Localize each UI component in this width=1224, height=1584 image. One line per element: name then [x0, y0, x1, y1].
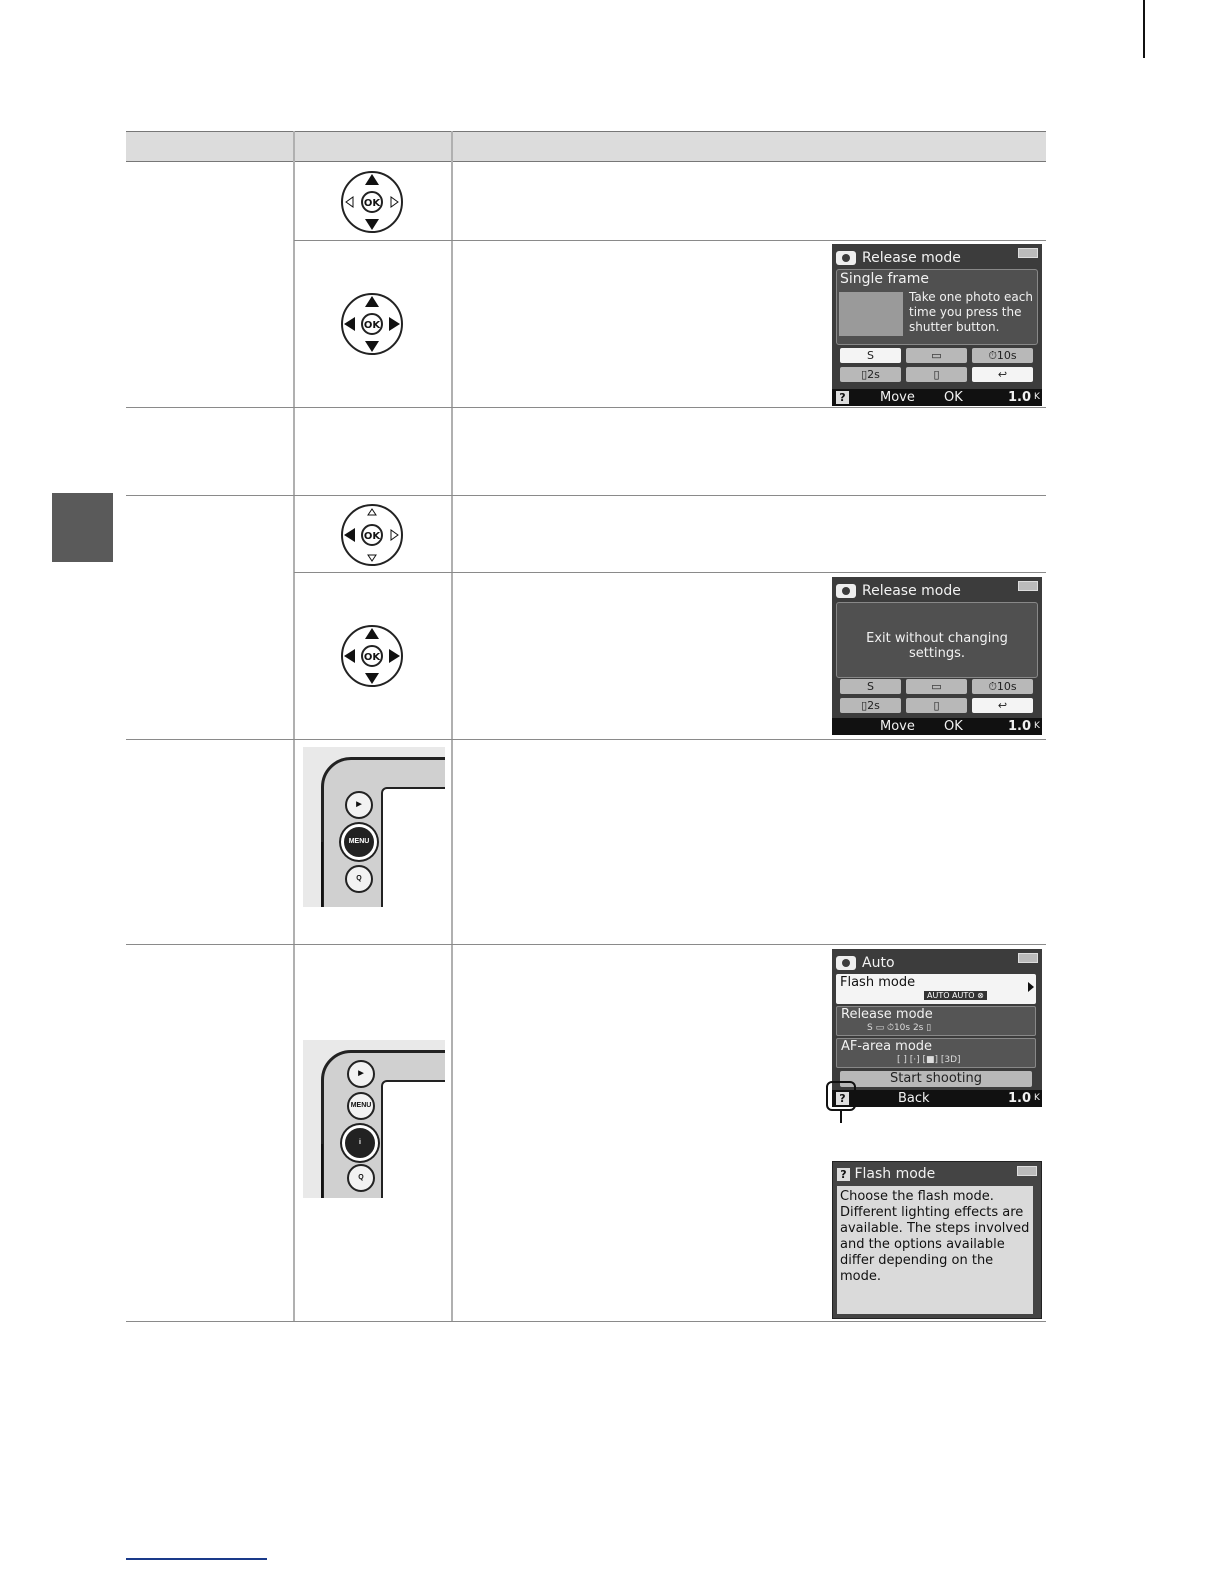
help-icon: ? — [837, 1168, 850, 1181]
screen-footer — [832, 389, 1042, 406]
menu-button-icon: MENU — [344, 827, 374, 857]
battery-icon — [1018, 953, 1038, 963]
camera-mode-icon — [836, 251, 856, 265]
release-remote-button[interactable]: ▯ — [906, 698, 967, 713]
flash-mode-options: AUTO AUTO ⊗ — [924, 991, 987, 1000]
chevron-right-icon — [1028, 982, 1034, 992]
svg-text:OK: OK — [363, 320, 381, 331]
menu-button-icon: MENU — [347, 1092, 375, 1120]
callout-line — [840, 1111, 842, 1123]
camera-back-help-photo — [303, 1040, 445, 1198]
auto-mode-screen — [832, 949, 1042, 1107]
release-continuous-button[interactable]: ▭ — [906, 679, 967, 694]
help-icon: ? — [836, 1092, 849, 1105]
row-line — [126, 944, 1046, 945]
row-line — [126, 495, 1046, 496]
footer-link-line — [126, 1558, 267, 1560]
info-panel — [836, 269, 1038, 345]
option-description: Take one photo each time you press the shutter button. — [909, 290, 1033, 334]
help-icon-callout-ring — [826, 1081, 856, 1111]
flash-mode-help-screen — [832, 1161, 1042, 1319]
exit-message: Exit without changing settings. — [866, 631, 1008, 661]
screen-title-text: Release mode — [862, 583, 961, 599]
release-remote-delay-button[interactable]: ▯2s — [840, 698, 901, 713]
zoom-button-icon: Q — [347, 1164, 375, 1192]
battery-icon — [1018, 581, 1038, 591]
menu-item-af-area-mode[interactable] — [836, 1038, 1036, 1068]
multi-selector-left-icon — [340, 503, 404, 567]
release-single-frame-button[interactable]: S — [840, 348, 901, 363]
help-title — [837, 1164, 935, 1184]
screen-title-text: Auto — [862, 955, 895, 971]
table-header — [126, 131, 1046, 162]
screen-footer — [832, 718, 1042, 735]
footer-count: 1.0 — [1008, 1091, 1032, 1106]
menu-item-label: Release mode — [841, 1007, 933, 1022]
exit-button[interactable]: ↩ — [972, 367, 1033, 382]
help-icon: ? — [836, 391, 849, 404]
row-subline — [294, 572, 1046, 573]
footer-ok: OK — [944, 719, 963, 734]
page-edge-rule — [1143, 0, 1145, 58]
zoom-out-button-icon: Q — [345, 865, 373, 893]
screen-footer — [832, 1090, 1042, 1107]
playback-button-icon: ▶ — [347, 1060, 375, 1088]
menu-item-release-mode[interactable] — [836, 1006, 1036, 1036]
svg-text:OK: OK — [363, 198, 381, 209]
svg-text:OK: OK — [363, 531, 381, 542]
menu-item-label: Flash mode — [840, 975, 916, 990]
menu-item-label: AF-area mode — [841, 1039, 933, 1054]
footer-k: K — [1034, 392, 1040, 402]
screen-title — [836, 247, 961, 269]
row-subline — [294, 240, 1046, 241]
footer-k: K — [1034, 1093, 1040, 1103]
camera-back-menu-photo — [303, 747, 445, 907]
release-mode-options: S ▭ ⏱10s 2s ▯ — [867, 1023, 932, 1033]
release-mode-screen — [832, 244, 1042, 406]
camera-monitor — [381, 1080, 445, 1198]
start-shooting-button[interactable]: Start shooting — [840, 1071, 1032, 1087]
row-line — [126, 407, 1046, 408]
screen-title — [836, 952, 895, 974]
option-title: Single frame — [840, 271, 930, 287]
row-line — [126, 739, 1046, 740]
multi-selector-all-icon — [340, 292, 404, 356]
chapter-tab — [52, 493, 113, 562]
footer-k: K — [1034, 721, 1040, 731]
release-timer-button[interactable]: ⏱10s — [972, 348, 1033, 363]
footer-count: 1.0 — [1008, 390, 1032, 405]
multi-selector-up-down-icon — [340, 170, 404, 234]
menu-item-flash-mode[interactable] — [836, 974, 1036, 1004]
footer-ok: OK — [944, 390, 963, 405]
footer-move: Move — [880, 390, 915, 405]
svg-text:OK: OK — [363, 652, 381, 663]
callout-line — [321, 842, 323, 907]
release-remote-delay-button[interactable]: ▯2s — [840, 367, 901, 382]
table-bottom-line — [126, 1321, 1046, 1322]
screen-title — [836, 580, 961, 602]
column-divider-1 — [293, 131, 295, 1322]
help-button-icon: i — [345, 1128, 375, 1158]
column-divider-2 — [451, 131, 453, 1322]
playback-button-icon: ▶ — [345, 791, 373, 819]
multi-selector-all-icon — [340, 624, 404, 688]
screen-title-text: Release mode — [862, 250, 961, 266]
camera-mode-icon — [836, 956, 856, 970]
camera-mode-icon — [836, 584, 856, 598]
footer-count: 1.0 — [1008, 719, 1032, 734]
battery-icon — [1017, 1166, 1037, 1176]
help-title-text: Flash mode — [854, 1166, 936, 1182]
battery-icon — [1018, 248, 1038, 258]
sample-photo — [839, 292, 903, 336]
af-area-options: [ ] [·] [■] [3D] — [897, 1055, 961, 1065]
release-remote-button[interactable]: ▯ — [906, 367, 967, 382]
info-panel — [836, 602, 1038, 678]
help-body-text: Choose the flash mode. Different lighting effects are available. The steps involved and the options available differ depending on the mode. — [837, 1186, 1033, 1314]
footer-back: Back — [898, 1091, 930, 1106]
release-timer-button[interactable]: ⏱10s — [972, 679, 1033, 694]
release-single-frame-button[interactable]: S — [840, 679, 901, 694]
callout-line — [321, 1144, 323, 1198]
exit-button[interactable]: ↩ — [972, 698, 1033, 713]
release-continuous-button[interactable]: ▭ — [906, 348, 967, 363]
footer-move: Move — [880, 719, 915, 734]
instruction-table — [126, 131, 1046, 1322]
release-mode-exit-screen — [832, 577, 1042, 735]
camera-monitor — [381, 787, 445, 907]
